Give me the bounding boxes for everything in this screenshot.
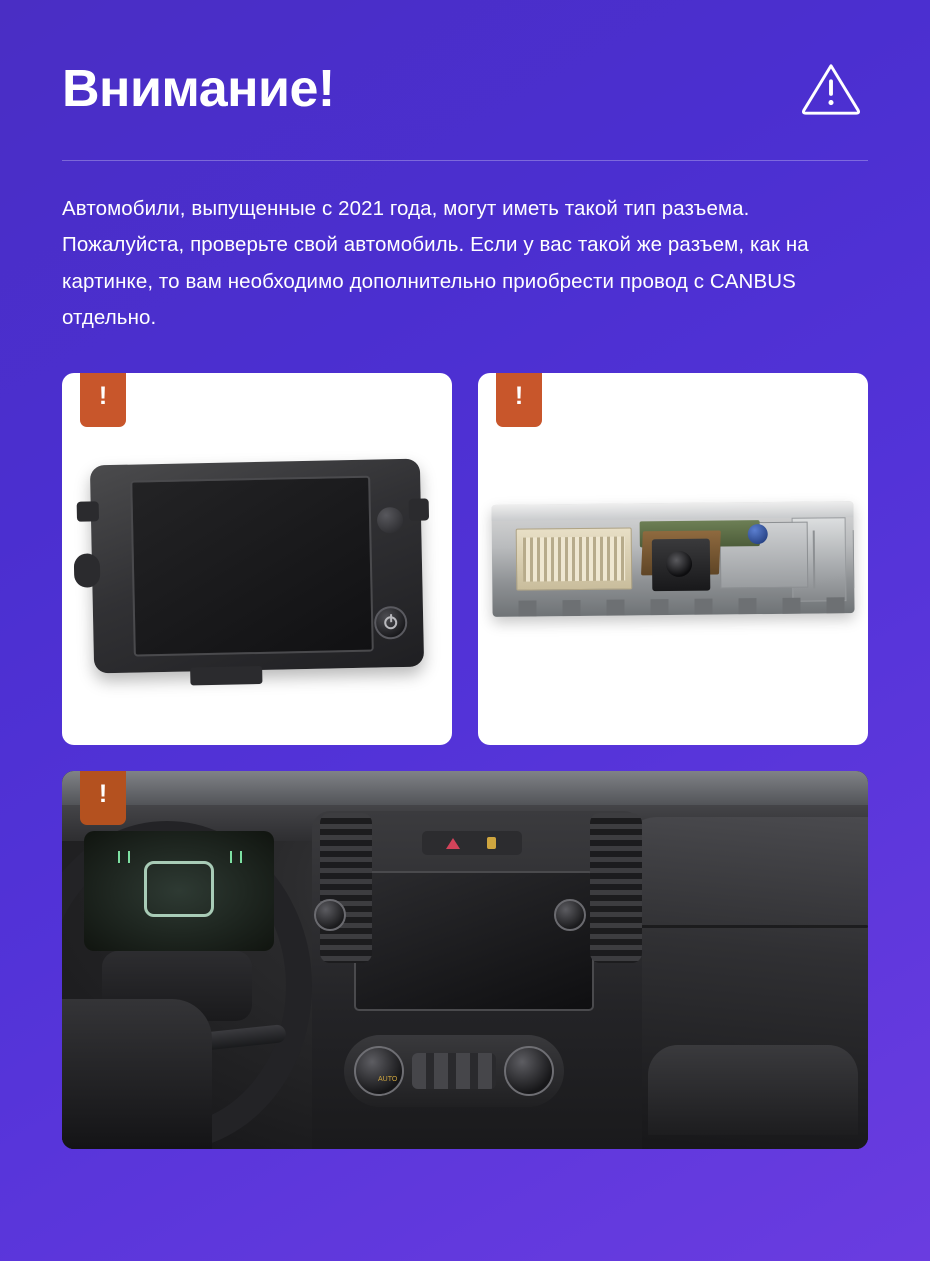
photo-cards-row <box>62 373 868 745</box>
head-unit-illustration <box>62 373 452 745</box>
car-interior-illustration <box>62 771 868 1149</box>
warning-triangle-icon <box>800 58 862 120</box>
warning-badge: ! <box>80 373 126 427</box>
warning-badge: ! <box>80 771 126 825</box>
page-title: Внимание! <box>62 59 335 118</box>
connector-board-photo-card <box>478 373 868 745</box>
connector-board-illustration <box>478 373 868 745</box>
warning-badge: ! <box>496 373 542 427</box>
climate-auto-label: AUTO <box>378 1075 398 1083</box>
body-paragraph: Автомобили, выпущенные с 2021 года, могут иметь такой тип разъема. Пожалуйста, проверьте свой автомобиль. Если у вас такой же разъем, как на картинке, то вам необходимо дополнительно приобрести провод с CANBUS отдельно. <box>62 197 809 330</box>
head-unit-photo-card <box>62 373 452 745</box>
car-interior-photo-card <box>62 771 868 1149</box>
header-divider <box>62 160 868 161</box>
page-header <box>62 0 868 140</box>
